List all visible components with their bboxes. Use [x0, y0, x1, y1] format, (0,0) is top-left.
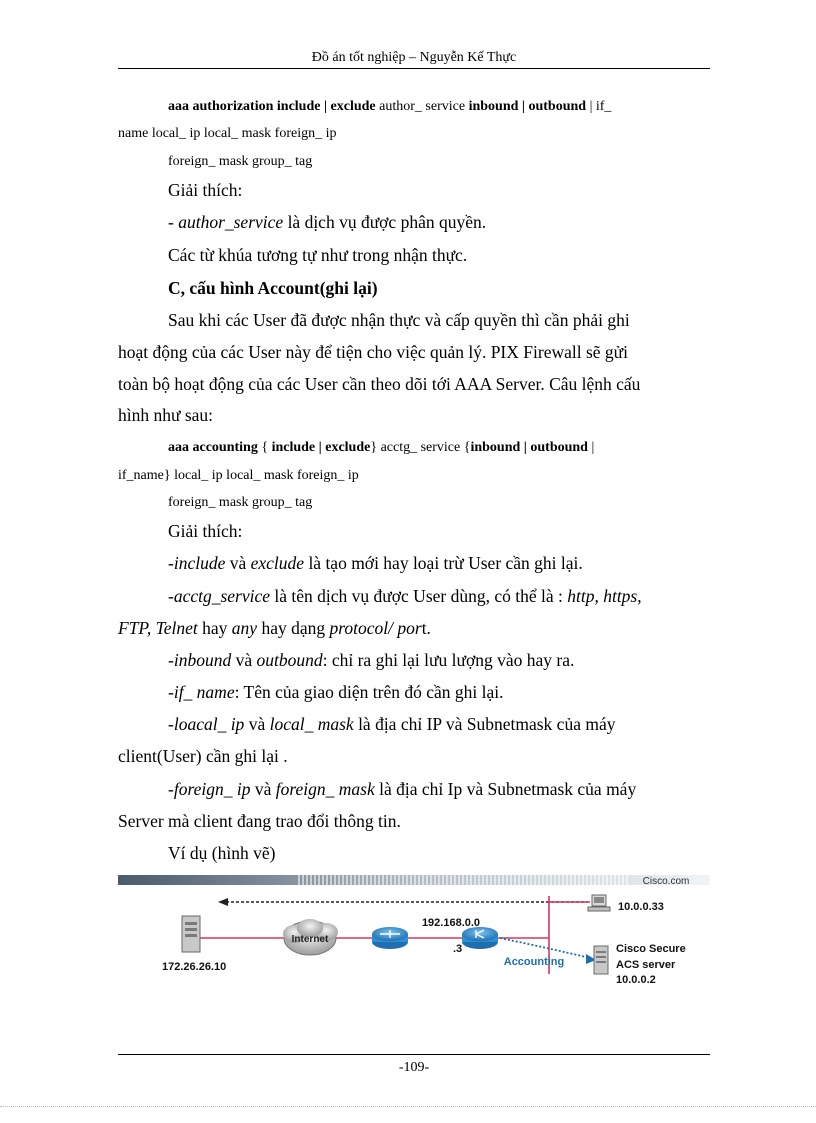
term: http, https,: [567, 586, 642, 606]
host-ip-label: 172.26.26.10: [162, 961, 227, 973]
paragraph-line: hoạt động của các User này để tiện cho việc quản lý. PIX Firewall sẽ gửi: [118, 342, 629, 362]
term: local_ mask: [269, 714, 354, 734]
cmd-keywords: inbound | outbound: [470, 440, 588, 455]
section-heading: C, cấu hình Account(ghi lại): [168, 278, 378, 298]
banner-stripes: [298, 875, 628, 885]
text: hay: [197, 618, 232, 638]
cmd-param: } acctg_ service {: [370, 440, 471, 455]
arrowhead-icon: [218, 898, 228, 906]
term: -acctg_service: [168, 586, 271, 606]
acs-server-icon: [594, 946, 608, 974]
cmd-keywords: inbound | outbound: [468, 99, 590, 114]
footer-rule: [118, 1054, 710, 1055]
term: outbound: [256, 650, 323, 670]
paragraph-line: hình như sau:: [118, 405, 214, 425]
cloud-label: Internet: [291, 934, 329, 945]
network-diagram-svg: [118, 872, 710, 992]
explanation-note: Các từ khúa tương tự như trong nhận thực.: [168, 245, 468, 265]
text: hay dạng: [257, 618, 330, 638]
text: và: [244, 714, 270, 734]
server-label-2: ACS server: [616, 959, 676, 971]
term: -if_ name: [168, 682, 235, 702]
text: là địa chỉ Ip và Subnetmask của máy: [374, 779, 637, 799]
term: -loacal_ ip: [168, 714, 245, 734]
command-1-line-1: [168, 99, 611, 115]
cmd-keywords: aaa authorization include | exclude: [168, 99, 380, 114]
accounting-arrow-line: [500, 938, 590, 958]
explanation-item: - author_service là dịch vụ được phân quyền.: [168, 212, 487, 232]
text: và: [250, 779, 276, 799]
cmd-param: {: [261, 440, 272, 455]
header-title: Đồ án tốt nghiệp – Nguyễn Kế Thực: [311, 50, 517, 65]
text: t.: [421, 618, 431, 638]
paragraph-line: toàn bộ hoạt động của các User cần theo dõi tới AAA Server. Câu lệnh cấu: [118, 374, 641, 394]
explanation-acctg-cont: [118, 618, 431, 639]
cmd-keywords: include | exclude: [271, 440, 371, 455]
example-caption: Ví dụ (hình vẽ): [168, 843, 276, 863]
term: any: [231, 618, 258, 638]
term: exclude: [250, 553, 305, 573]
text: là tạo mới hay loại trừ User cần ghi lại.: [304, 553, 583, 573]
cmd-param: |: [587, 440, 595, 455]
text: : Tên của giao diện trên đó cần ghi lại.: [234, 682, 504, 702]
term: -inbound: [168, 650, 232, 670]
explanation-heading: Giải thích:: [168, 180, 243, 200]
explanation-ifname: [168, 682, 504, 703]
explanation-heading: Giải thích:: [168, 521, 243, 541]
command-2-line-1: [168, 440, 594, 456]
term: protocol/ por: [329, 618, 422, 638]
command-1-line-2: name local_ ip local_ mask foreign_ ip: [118, 126, 337, 141]
text: là địa chỉ IP và Subnetmask của máy: [353, 714, 616, 734]
router-icon: [372, 927, 408, 949]
explanation-local-cont: client(User) cần ghi lại .: [118, 746, 288, 766]
explanation-inbound: [168, 650, 574, 671]
cmd-param: author_ service: [379, 99, 469, 114]
explanation-local: [168, 714, 615, 735]
network-label: 192.168.0.0: [421, 917, 481, 929]
term: FTP, Telnet: [118, 618, 198, 638]
cmd-param: | if_: [589, 99, 612, 114]
explanation-foreign-cont: Server mà client đang trao đổi thông tin.: [118, 811, 401, 831]
explanation-acctg: [168, 586, 642, 607]
command-2-line-2: if_name} local_ ip local_ mask foreign_ ip: [118, 468, 359, 483]
explanation-foreign: [168, 779, 636, 800]
term: author_service: [178, 212, 284, 232]
paragraph-line: Sau khi các User đã được nhận thực và cấp quyền thì cần phải ghi: [168, 310, 630, 330]
server-label-3: 10.0.0.2: [616, 974, 656, 986]
server-label-1: Cisco Secure: [616, 943, 686, 955]
pc-ip-label: 10.0.0.33: [618, 901, 664, 913]
term: foreign_ mask: [275, 779, 375, 799]
text: và: [231, 650, 257, 670]
term: -foreign_ ip: [168, 779, 251, 799]
header-rule: [118, 68, 710, 69]
network-diagram: [118, 872, 710, 992]
command-1-line-3: foreign_ mask group_ tag: [168, 154, 313, 169]
term: -include: [168, 553, 226, 573]
text: là tên dịch vụ được User dùng, có thể là :: [270, 586, 568, 606]
interface-label: .3: [453, 943, 463, 955]
text: : chỉ ra ghi lại lưu lượng vào hay ra.: [322, 650, 575, 670]
brand-label: Cisco.com: [642, 876, 690, 887]
term-desc: là dịch vụ được phân quyền.: [283, 212, 487, 232]
page-number: -109-: [398, 1060, 430, 1075]
text: và: [225, 553, 251, 573]
pix-firewall-icon: [462, 927, 498, 949]
explanation-include: [168, 553, 583, 574]
command-2-line-3: foreign_ mask group_ tag: [168, 495, 313, 510]
host-server-icon: [182, 916, 200, 952]
accounting-label: Accounting: [503, 956, 565, 968]
page-edge: [0, 1106, 816, 1107]
pc-icon: [588, 895, 610, 911]
cmd-keywords: aaa accounting: [168, 440, 262, 455]
